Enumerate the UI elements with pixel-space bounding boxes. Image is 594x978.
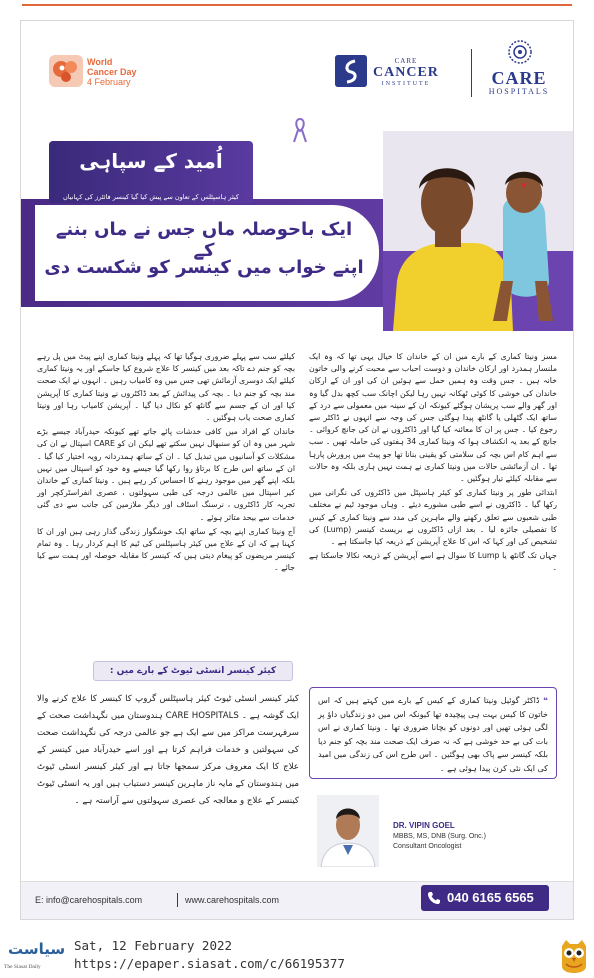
care-hospitals-wordmark: CARE HOSPITALS [488,68,550,96]
care-cancer-institute-wordmark: CARE CANCER INSTITUTE [373,57,439,87]
doctor-photo [317,795,379,867]
about-heading: کیئر کینسر انسٹی ٹیوٹ کے بارے میں : [93,661,293,681]
care-cancer-institute-logo-icon [335,55,367,87]
world-cancer-day-text: World Cancer Day 4 February [87,57,137,87]
series-subtitle: کیئر ہاسپٹلس کے تعاون سے پیش کیا گیا کینسر فائٹرز کی کہانیاں [63,193,239,201]
article-column-right [309,351,557,577]
phone-icon [427,891,441,905]
article-paragraph: خاندان کے افراد میں کافی خدشات پائے جاتے تھے کیونکہ حیدرآباد جیسے بڑے شہر میں وہ ان کو سنبھال نہیں سکتے تھے لیکن ان کو CARE اسپتال نے ان کی مشکلات کو آسانیوں میں تبدیل کیا ۔ ان کے ساتھ ہمدردانہ رویہ اختیار کیا گیا ۔ ان کے ساتھ اس طرح کا برتاؤ روا رکھا گیا جیسے وہ خود کو اسپتال میں نہیں بلکہ اپنے گھر میں موجود رہنے کا احساس کر رہے ہیں ۔ ونیتا کماری کے خاندان کیر اسپتال میں عالمی درجہ کی طبی سہولتوں ، عصری انفراسٹرکچر اور تجربہ کار ڈاکٹروں ، نرسنگ اسٹاف اور دیگر ملازمین کی جانب سے دی گئی خدمات سے بیحد متاثر ہوئے ۔ [37,427,295,522]
article-paragraph: ابتدائی طور پر ونیتا کماری کو کیئر ہاسپٹل میں ڈاکٹروں کی نگرانی میں رکھا گیا ۔ ڈاکٹروں نے اسے طبی مشورے دیئے ۔ وہاں موجود ٹیم نے مختلف طبی شعبوں سے تعلق رکھنے والے ماہرین کی مدد سے ونیتا کماری کے کیس کا تفصیلی جائزہ لیا ۔ بعد ازاں ڈاکٹروں نے بریسٹ کینسر (Lump) کی تشخیص کی اور کہا کہ اس کا علاج آپریشن کے ذریعہ کیا جاسکتا ہے ۔ [309,488,557,547]
world-cancer-day-logo-icon [49,55,83,87]
doctor-name: DR. VIPIN GOEL [393,821,455,830]
contact-phone[interactable]: 040 6165 6565 [421,885,549,911]
contact-website[interactable]: www.carehospitals.com [185,895,280,905]
article-paragraph: کیلئے سب سے پہلے ضروری ہوگیا تھا کہ پہلے ونیتا کماری اپنے پیٹ میں پل رہے بچہ کو جنم دے تاکہ بعد میں کینسر کا علاج شروع کیا جاسکے اور یہ ونیتا کماری کیلئے ایک دوسری آزمائش تھی جس میں وہ کامیاب رہیں ۔ انہوں نے ایک صحت مند بچہ کو جنم دیا ۔ بچہ کی پیدائش کے بعد ڈاکٹروں نے ونیتا کماری کا آپریشن کیا اور ان کے جسم سے گانٹھ کو نکال دیا گیا ۔ آپریشن کامیاب رہا اور ونیتا کماری صحت یاب ہوگئیں ۔ [37,352,295,423]
advertorial-page [20,20,574,920]
series-title: اُمید کے سپاہی [79,149,223,173]
top-strip [0,0,594,14]
page-header [21,21,574,109]
headline-line-2: اپنے خواب میں کینسر کو شکست دی [44,257,364,278]
article-column-left [37,351,295,577]
contact-email[interactable]: E: info@carehospitals.com [35,895,143,905]
doctor-quote [309,687,557,779]
doctor-role: Consultant Oncologist [393,843,462,850]
article-paragraph: آج ونیتا کماری اپنے بچہ کے ساتھ ایک خوشگوار زندگی گذار رہی ہیں اور ان کا کہنا ہے کہ ان کے علاج میں کیئر ہاسپٹلس کی ٹیم کا اہم کردار رہا ۔ وہ تمام کینسر مریضوں کو پیغام دیتی ہیں کہ کینسر کا مقابلہ حوصلہ اور ہمت سے کیا جائے ۔ [37,526,295,573]
mother-and-child-photo [383,131,574,331]
header-divider [471,49,472,97]
doctor-degrees: MBBS, MS, DNB (Surg. Onc.) [393,833,486,840]
owl-icon [558,938,590,974]
story-banner [21,109,574,341]
care-hospitals-logo-icon [507,39,533,65]
article-paragraph: جہاں تک گانٹھ یا Lump کا سوال ہے اسے آپریشن کے ذریعہ نکالا جاسکتا ہے ۔ [309,551,557,573]
epaper-url[interactable]: https://epaper.siasat.com/c/66195377 [74,956,345,971]
quote-mark-icon: ❝ [539,696,549,705]
article-paragraph: مسز ونیتا کماری کے بارے میں ان کے خاندان کا خیال یہی تھا کہ وہ ایک ملنسار ہمدرد اور ارکان خاندان و دوست احباب سے محبت کرنے والی خاتون خانہ ہیں ۔ جس وقت وہ ہمیں حمل سے ہوئیں ان کی اور ان کے ارکان خاندان کی خوشی کا کوئی ٹھکانہ نہیں رہا لیکن اچانک سب کچھ بدل گیا وہ اور گھر والے سب پریشان ہوگئے کیونکہ ان کے سینہ میں معمولی سے درد کے ساتھ ایک گٹھلی یا گانٹھ پیدا ہوگئی جس کی وجہ سے انہوں نے ڈاکٹر سے رجوع کیا ۔ جس پر ان کا معائنہ کیا گیا اور ڈاکٹروں نے ان کی جانچ کروائی ۔ جانچ کے بعد یہ انکشاف ہوا کہ ونیتا کماری 34 ہفتوں کی حاملہ تھیں ۔ سب سے اہم کام اس بچہ کی سلامتی کو یقینی بنانا تھا جو پیٹ میں پرورش پارہا تھا ۔ ان آزمائشی حالات میں ونیتا کماری نے ہمت نہیں ہاری بلکہ وہ حالات سے مقابلہ کیلئے تیار ہوگئیں ۔ [309,352,558,484]
footer-divider [177,893,178,907]
quote-text: ڈاکٹر گوئیل ونیتا کماری کے کیس کے بارے میں کہتے ہیں کہ اس خاتون کا کیس بہت ہی پیچیدہ تھا کیونکہ اس میں دو زندگیاں داؤ پر لگی ہوئی تھیں اور دونوں کو بچانا ضروری تھا ۔ ونیتا کماری نے اس بات کی بے حد خوشی ہے کہ نہ صرف ایک صحت مند بچہ کو جنم دیا بلکہ کینسر سے پاک بھی ہوگئیں ۔ اس طرح اس کی زندگی میں امید کی ایک نئی کرن پیدا ہوئی ہے ۔ [318,696,548,773]
awareness-ribbon-icon [293,117,307,143]
headline-line-1: ایک باحوصلہ ماں جس نے ماں بننے کے [55,219,353,261]
top-rule [22,4,572,6]
siasat-logo: سیاست The Siasat Daily [4,940,66,970]
about-text: کیئر کینسر انسٹی ٹیوٹ کیئر ہاسپٹلس گروپ کا کینسر کا علاج کرنے والا ایک گوشہ ہے ۔ CARE HOSPITALS ہندوستان میں نگہداشت صحت کے سرفہرست مراکز میں سے ایک ہے جو عالمی درجہ کی نگہداشت صحت کی سہولتیں و خدمات فراہم کرتا ہے اور اسے حیدرآباد میں کینسر کے علاج کا ایک معروف مرکز سمجھا جاتا ہے اور کیئر کینسر انسٹی ٹیوٹ میں ہندوستان کے مایہ ناز ماہرین کینسر دستیاب ہیں اور یہ انسٹی ٹیوٹ کینسر کے علاج و معالجہ کی عصری سہولتوں سے آراستہ ہے ۔ [37,694,299,806]
epaper-date: Sat, 12 February 2022 [74,938,233,953]
